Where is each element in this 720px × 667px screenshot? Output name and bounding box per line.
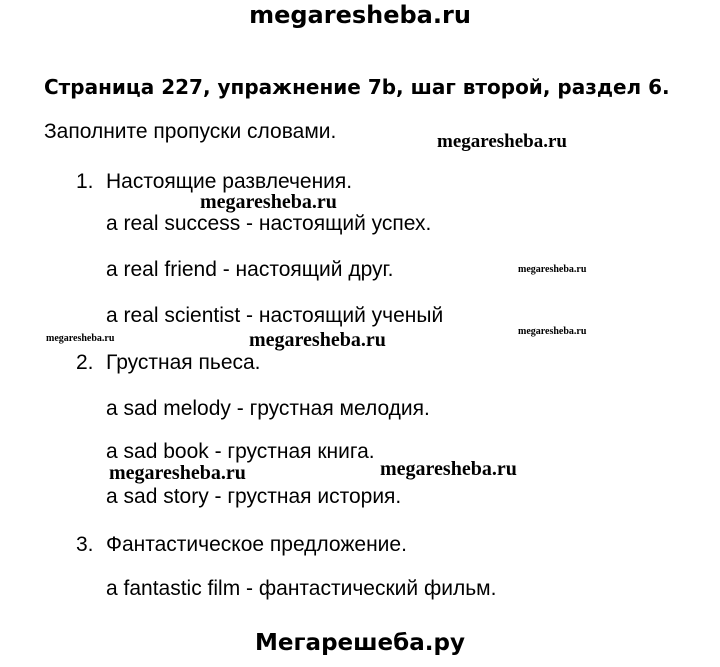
watermark-text: megaresheba.ru (249, 329, 386, 351)
watermark-text: megaresheba.ru (518, 264, 587, 275)
item-2-phrase-2: a sad book - грустная книга. (106, 440, 375, 463)
item-1-number: 1. (76, 170, 94, 193)
watermark-text: megaresheba.ru (518, 326, 587, 337)
item-3-title: Фантастическое предложение. (106, 533, 407, 556)
item-2-phrase-1: a sad melody - грустная мелодия. (106, 397, 430, 420)
watermark-text: megaresheba.ru (109, 462, 246, 484)
header-site-name: megaresheba.ru (249, 1, 471, 29)
item-3-phrase-1: a fantastic film - фантастический фильм. (106, 577, 497, 600)
item-2-title: Грустная пьеса. (106, 351, 261, 374)
item-1-phrase-3: a real scientist - настоящий ученый (106, 304, 444, 327)
item-2-number: 2. (76, 351, 94, 374)
watermark-text: megaresheba.ru (380, 458, 517, 480)
footer-site-name: Мегарешеба.ру (255, 630, 465, 656)
exercise-instruction: Заполните пропуски словами. (44, 120, 337, 143)
item-2-phrase-3: a sad story - грустная история. (106, 485, 402, 508)
item-3-number: 3. (76, 533, 94, 556)
item-1-phrase-1: a real success - настоящий успех. (106, 212, 432, 235)
exercise-heading: Страница 227, упражнение 7b, шаг второй, раздел 6. (44, 75, 670, 99)
item-1-phrase-2: a real friend - настоящий друг. (106, 258, 394, 281)
watermark-text: megaresheba.ru (200, 191, 337, 213)
watermark-text: megaresheba.ru (437, 131, 567, 152)
item-1-title: Настоящие развлечения. (106, 170, 353, 193)
watermark-text: megaresheba.ru (46, 333, 115, 344)
